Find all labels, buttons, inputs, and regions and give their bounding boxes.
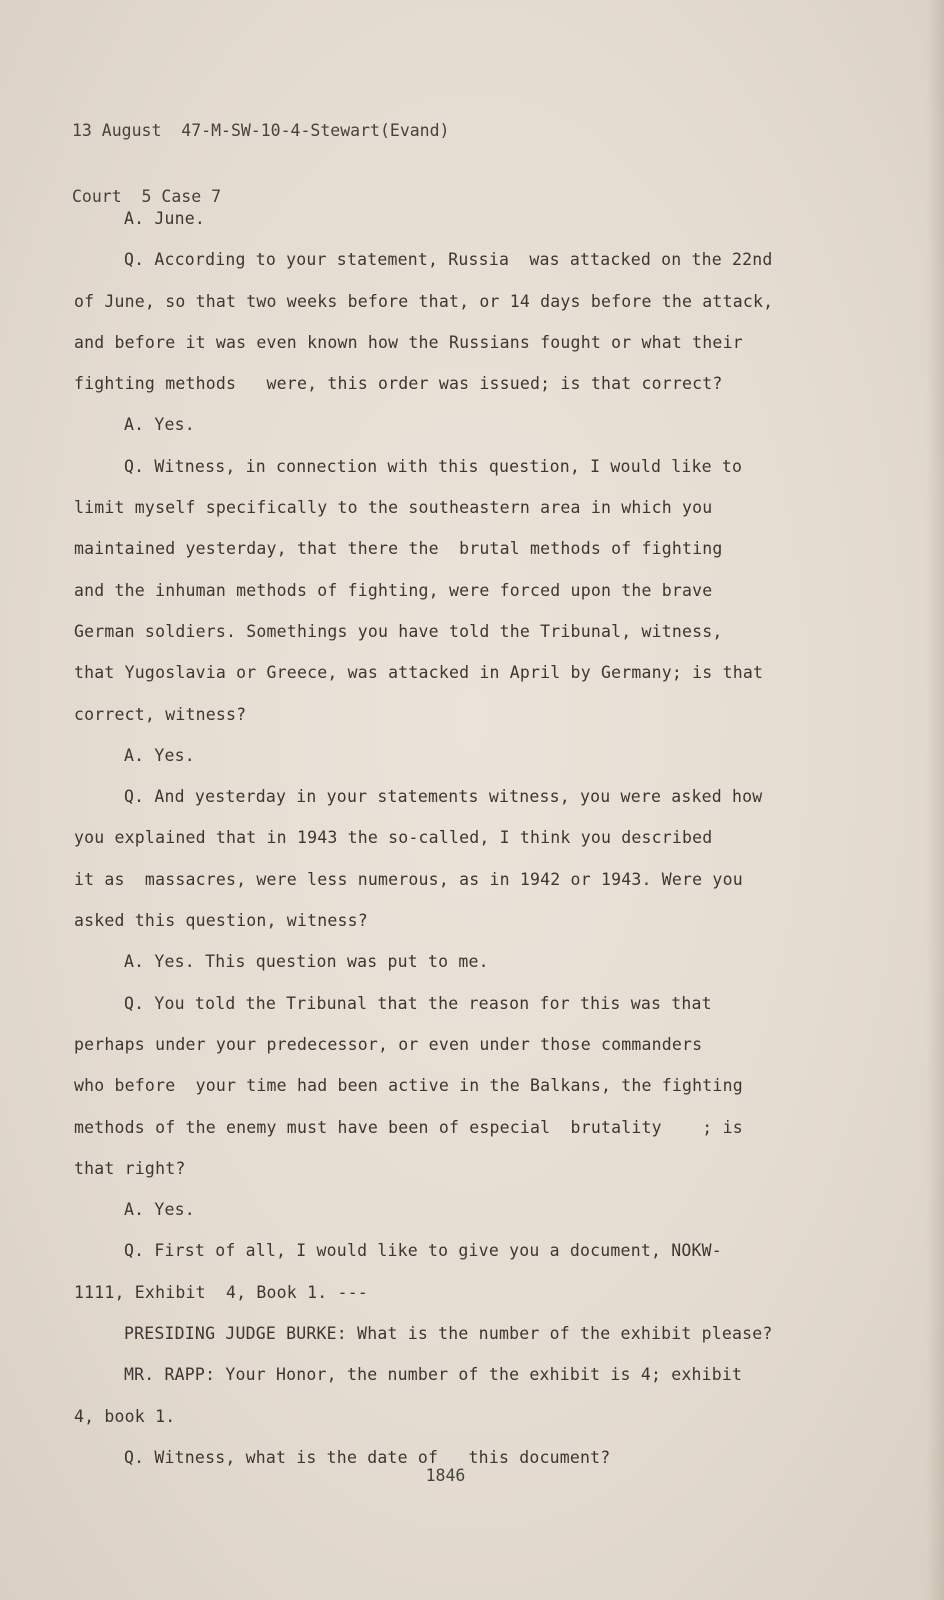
transcript-line: A. June.	[124, 209, 206, 228]
transcript-line: Q. And yesterday in your statements witness, you were asked how	[124, 787, 763, 807]
transcript-line: and the inhuman methods of fighting, were forced upon the brave	[74, 580, 713, 600]
transcript-line: perhaps under your predecessor, or even under those commanders	[74, 1034, 703, 1054]
transcript-line: 4, book 1.	[74, 1406, 176, 1426]
transcript-body	[74, 198, 794, 1478]
transcript-line: and before it was even known how the Russians fought or what their	[74, 332, 743, 352]
transcript-line: of June, so that two weeks before that, or 14 days before the attack,	[74, 291, 774, 311]
transcript-line: maintained yesterday, that there the brutal methods of fighting	[74, 539, 723, 559]
transcript-line: A. Yes.	[124, 745, 195, 765]
transcript-line: correct, witness?	[74, 704, 247, 724]
transcript-line: PRESIDING JUDGE BURKE: What is the number of the exhibit please?	[124, 1324, 773, 1344]
transcript-line: limit myself specifically to the southeastern area in which you	[74, 498, 713, 518]
transcript-line: methods of the enemy must have been of especial brutality ; is	[74, 1117, 743, 1137]
transcript-line: Q. First of all, I would like to give you a document, NOKW-	[124, 1241, 722, 1261]
transcript-line: A. Yes. This question was put to me.	[124, 952, 489, 972]
header-line-date-reference: 13 August 47-M-SW-10-4-Stewart(Evand)	[72, 121, 450, 140]
transcript-line: Q. Witness, in connection with this question, I would like to	[124, 456, 743, 476]
transcript-line: A. Yes.	[124, 415, 195, 435]
transcript-line: that right?	[74, 1158, 186, 1178]
page-number: 1846	[425, 1466, 466, 1485]
transcript-line: fighting methods were, this order was issued; is that correct?	[74, 374, 723, 394]
header-line-court-case: Court 5 Case 7	[72, 187, 222, 206]
page-edge-shadow	[926, 0, 944, 1600]
transcript-line: who before your time had been active in the Balkans, the fighting	[74, 1076, 743, 1096]
transcript-line: asked this question, witness?	[74, 911, 368, 931]
transcript-line: Q. Witness, what is the date of this document?	[124, 1447, 611, 1467]
transcript-line: you explained that in 1943 the so-called, I think you described	[74, 828, 713, 848]
transcript-line: 1111, Exhibit 4, Book 1. ---	[74, 1282, 368, 1302]
transcript-line: MR. RAPP: Your Honor, the number of the exhibit is 4; exhibit	[124, 1365, 743, 1385]
transcript-line: that Yugoslavia or Greece, was attacked in April by Germany; is that	[74, 663, 764, 683]
transcript-line: Q. You told the Tribunal that the reason for this was that	[124, 993, 712, 1013]
transcript-line: A. Yes.	[124, 1200, 195, 1220]
transcript-line: German soldiers. Somethings you have told the Tribunal, witness,	[74, 621, 723, 641]
transcript-line: it as massacres, were less numerous, as in 1942 or 1943. Were you	[74, 869, 743, 889]
transcript-line: Q. According to your statement, Russia was attacked on the 22nd	[124, 250, 773, 270]
